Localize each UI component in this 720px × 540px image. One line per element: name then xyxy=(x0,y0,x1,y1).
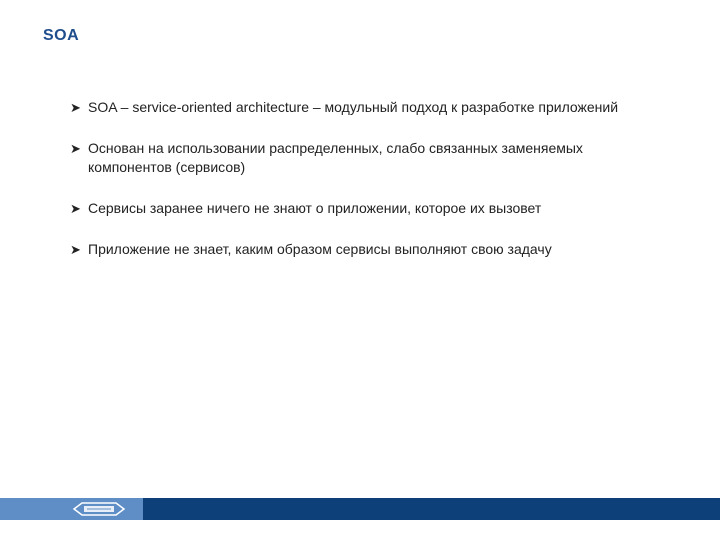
bullet-text-2: Основан на использовании распределенных, слабо связанных заменяемых компонентов (сервисов) xyxy=(88,140,583,175)
company-logo-icon xyxy=(72,501,126,517)
bullet-item-4 xyxy=(70,240,670,259)
bullet-item-3 xyxy=(70,199,670,218)
footer-bar xyxy=(0,498,720,520)
arrow-bullet-icon: ➤ xyxy=(70,201,81,216)
bullet-list xyxy=(70,98,670,281)
bullet-text-1: SOA – service-oriented architecture – модульный подход к разработке приложений xyxy=(88,99,619,115)
bullet-text-4: Приложение не знает, каким образом сервисы выполняют свою задачу xyxy=(88,241,552,257)
footer-logo-panel xyxy=(0,498,143,520)
slide-title: SOA xyxy=(43,27,80,44)
arrow-bullet-icon: ➤ xyxy=(70,141,81,156)
bullet-item-1 xyxy=(70,98,670,117)
bullet-item-2 xyxy=(70,139,670,177)
bullet-text-3: Сервисы заранее ничего не знают о приложении, которое их вызовет xyxy=(88,200,542,216)
arrow-bullet-icon: ➤ xyxy=(70,100,81,115)
arrow-bullet-icon: ➤ xyxy=(70,242,81,257)
